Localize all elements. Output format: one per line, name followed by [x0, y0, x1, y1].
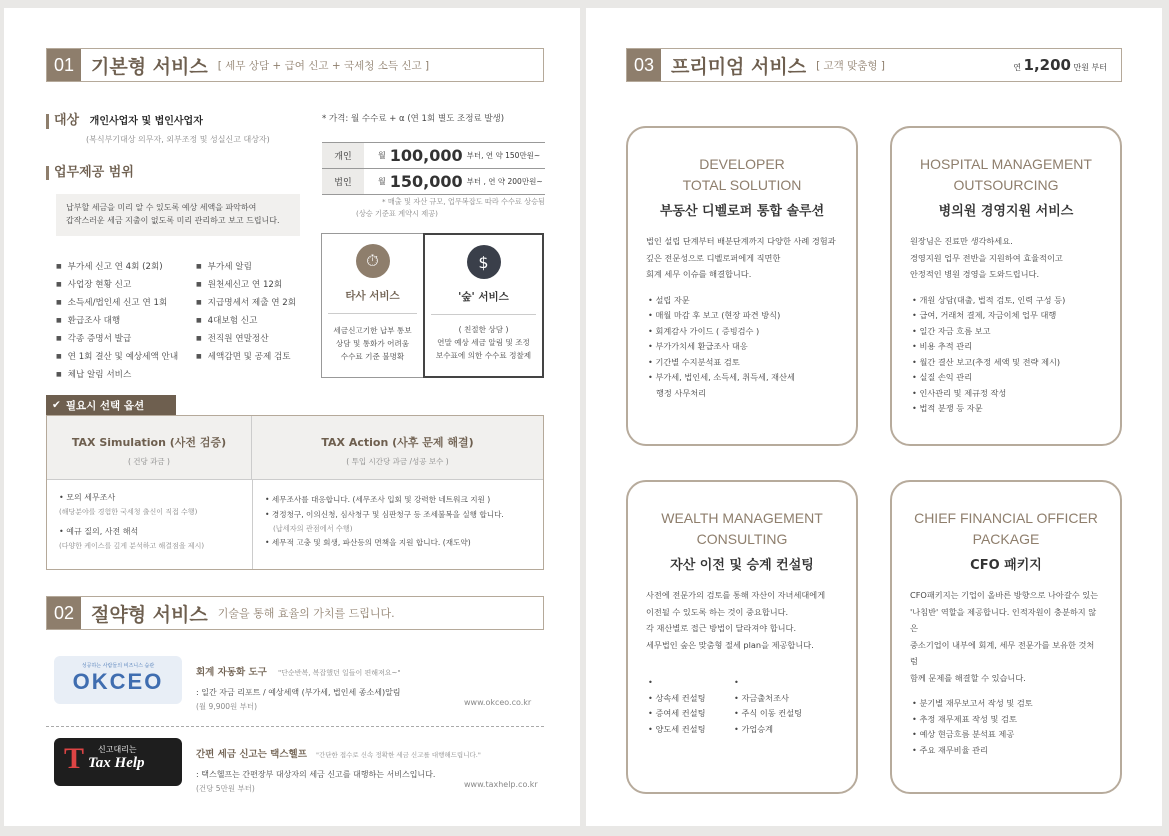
- card-title: 병의원 경영지원 서비스: [938, 204, 1074, 219]
- taxhelp-info: 간편 세금 신고는 택스헬프 "간단한 접수로 신속 정확한 세금 신고를 대행해드립니다." : 택스헬프는 간편장부 대상자의 세금 신고를 대행하는 서비스입니다. (건당 5만원 부터): [196, 749, 481, 793]
- target-note: (복식부기대상 의무자, 외부조정 및 성실신고 대상자): [86, 135, 270, 144]
- price-foot1: * 매출 및 자산 규모, 업무복잡도 따라 수수료 상승됨: [381, 197, 545, 206]
- card-title: CFO 패키지: [970, 558, 1042, 573]
- section-03-header: 03 프리미엄 서비스 [ 고객 맞춤형 ] 연 1,200 만원 부터: [626, 48, 1122, 82]
- taxhelp-url[interactable]: www.taxhelp.co.kr: [464, 780, 538, 789]
- section-number: 01: [47, 49, 81, 81]
- scope-item: ■ 체납 알림 서비스: [56, 368, 131, 380]
- okceo-url[interactable]: www.okceo.co.kr: [464, 698, 532, 707]
- scope-item: ■ 지급명세서 제출 연 2회: [196, 296, 296, 308]
- scope-item: ■ 부가세 알림: [196, 260, 252, 272]
- card-title: 부동산 디벨로퍼 통합 솔루션: [659, 204, 825, 219]
- okceo-info: 회계 자동화 도구 "단순반복, 복잡했던 일들이 편해져요~" : 일간 자금 리포트 / 예상세액 (부가세, 법인세 종소세)알림 (월 9,900원 부터): [196, 667, 401, 711]
- card-title: 자산 이전 및 승계 컨설팅: [670, 558, 814, 573]
- price-divider: [322, 194, 545, 195]
- scope-intro: 납부할 세금을 미리 알 수 있도록 예상 세액을 파악하여 갑작스러운 세금 지출이 없도록 미리 관리하고 보고 드립니다.: [56, 194, 300, 236]
- scope-item: ■ 각종 증명서 발급: [56, 332, 131, 344]
- stopwatch-icon: ⏱: [356, 244, 390, 278]
- target-value: 개인사업자 및 법인사업자: [89, 116, 203, 127]
- premium-price: 연 1,200 만원 부터: [1013, 56, 1107, 74]
- scope-item: ■ 연 1회 결산 및 예상세액 안내: [56, 350, 178, 362]
- scope-item: ■ 소득세/법인세 신고 연 1회: [56, 296, 167, 308]
- section-02-header: 02 절약형 서비스 기술을 통해 효율의 가치를 드립니다.: [46, 596, 544, 630]
- price-value: 100,000: [389, 146, 463, 165]
- scope-item: ■ 사업장 현황 신고: [56, 278, 131, 290]
- price-row: 개인 월 100,000 부터, 연 약 150만원~: [322, 142, 545, 168]
- scope-label: 업무제공 범위: [46, 166, 134, 180]
- options-table: [46, 415, 544, 570]
- price-row: 법인 월 150,000 부터 , 연 약 200만원~: [322, 168, 545, 194]
- option-action-head: TAX Action (사후 문제 해결) ( 투입 시간당 과금 /성공 보수 ): [252, 416, 543, 480]
- scope-item: ■ 4대보험 신고: [196, 314, 257, 326]
- scope-item: ■ 전직원 연말정산: [196, 332, 269, 344]
- option-simulation-head: TAX Simulation (사전 검증) ( 건당 과금 ): [47, 416, 252, 480]
- premium-card: WEALTH MANAGEMENT CONSULTING 자산 이전 및 승계 컨설팅 사전에 전문가의 검토를 통해 자산이 자녀세대에게 이전될 수 있도록 하는 것이 중요합니다. 각 재산별로 접근 방법이 달라져야 합니다. 세무법인 숲은 맞춤형 절세 plan을 제공합니다. • • 상속세 컨설팅 • 증여세 컨설팅 • 양도세 컨설팅 • • 자금출처조사 • 주식 이동 컨설팅 • 가업승계: [626, 480, 858, 794]
- premium-card: HOSPITAL MANAGEMENT OUTSOURCING 병의원 경영지원 서비스 원장님은 진료만 생각하세요. 경영지원 업무 전반을 지원하여 효율적이고 안정적인 병원 경영을 도와드립니다. • 개원 상담(대출, 법적 검토, 인력 구성 등) • 급여, 거래처 결제, 자금이체 업무 대행 • 일간 자금 흐름 보고 • 비용 추적 관리 • 월간 결산 보고(추정 세액 및 전략 제시) • 실질 손익 관리 • 인사관리 및 제규정 작성 • 법적 분쟁 등 자문: [890, 126, 1122, 446]
- scope-item: ■ 부가세 신고 연 4회 (2회): [56, 260, 163, 272]
- scope-item: ■ 세액감면 및 공제 검토: [196, 350, 291, 362]
- taxhelp-logo: T 신고대리는 Tax Help: [54, 738, 182, 786]
- section-title: 기본형 서비스: [91, 55, 208, 78]
- price-foot2: (상승 기준표 계약시 제공): [356, 209, 438, 218]
- price-key: 개인: [322, 143, 364, 168]
- section-subtitle: [ 세무 상담 + 급여 신고 + 국세청 소득 신고 ]: [217, 59, 430, 72]
- section-01-header: [46, 48, 544, 82]
- okceo-logo: 성공하는 사람들의 비즈니스 습관 OKCEO: [54, 656, 182, 704]
- price-value: 150,000: [389, 172, 463, 191]
- scope-item: ■ 환급조사 대행: [56, 314, 120, 326]
- price-note: * 가격: 월 수수료 + α (연 1회 별도 조정료 발생): [322, 114, 505, 124]
- check-circle-icon: ✔: [52, 399, 61, 411]
- compare-box: [321, 233, 543, 378]
- mobile-payment-icon: $: [467, 245, 501, 279]
- compare-soop: $ '숲' 서비스 ( 친절한 상담 ) 연말 예상 세금 알림 및 조정 보수표에 의한 수수료 정찰제: [423, 233, 544, 378]
- right-page: [586, 8, 1162, 826]
- price-key: 법인: [322, 169, 364, 194]
- option-action-items: • 세무조사를 대응합니다. (세무조사 입회 및 강력한 네트워크 지원 ) • 경정청구, 이의신청, 심사청구 및 심판청구 등 조세불복을 실행 합니다. (납세자의 관점에서 수행) • 세무적 고충 및 회생, 파산등의 면책을 지원 합니다. (재도약): [265, 495, 504, 547]
- premium-card: CHIEF FINANCIAL OFFICER PACKAGE CFO 패키지 CFO패키지는 기업이 올바른 방향으로 나아갈수 있는 '나침반' 역할을 제공합니다. 인적자원이 충분하지 않은 중소기업이 내부에 회계, 세무 전문가를 보유한 것처럼 함께 문제를 해결할 수 있습니다. • 분기별 재무보고서 작성 및 검토 • 추정 재무제표 작성 및 검토 • 예상 현금흐름 분석표 제공 • 주요 재무비율 관리: [890, 480, 1122, 794]
- premium-card: DEVELOPER TOTAL SOLUTION 부동산 디벨로퍼 통합 솔루션 법인 설립 단계부터 배분단계까지 다양한 사례 경험과 깊은 전문성으로 디벨로퍼에게 직면한 회계 세무 이슈를 해결합니다. • 설립 자문 • 매월 마감 후 보고 (현장 파견 방식) • 회계감사 가이드 ( 증빙검수 ) • 부가가치세 환급조사 대응 • 기간별 수지분석표 검토 • 부가세, 법인세, 소득세, 취득세, 재산세 행정 사무처리: [626, 126, 858, 446]
- scope-item: ■ 원천세신고 연 12회: [196, 278, 282, 290]
- left-page: [4, 8, 580, 826]
- target-label: 대상 개인사업자 및 법인사업자: [46, 114, 203, 129]
- options-label: ✔ 필요시 선택 옵션: [46, 395, 176, 415]
- compare-other: ⏱ 타사 서비스 세금신고기한 납부 통보 상담 및 통화가 어려움 수수료 기준 불명확: [322, 234, 423, 377]
- option-simulation-items: • 모의 세무조사 (해당분야를 경험한 국세청 출신이 직접 수행) • 예규 질의, 사전 해석 (다양한 케이스를 깊게 분석하고 해결점을 제시): [59, 493, 205, 550]
